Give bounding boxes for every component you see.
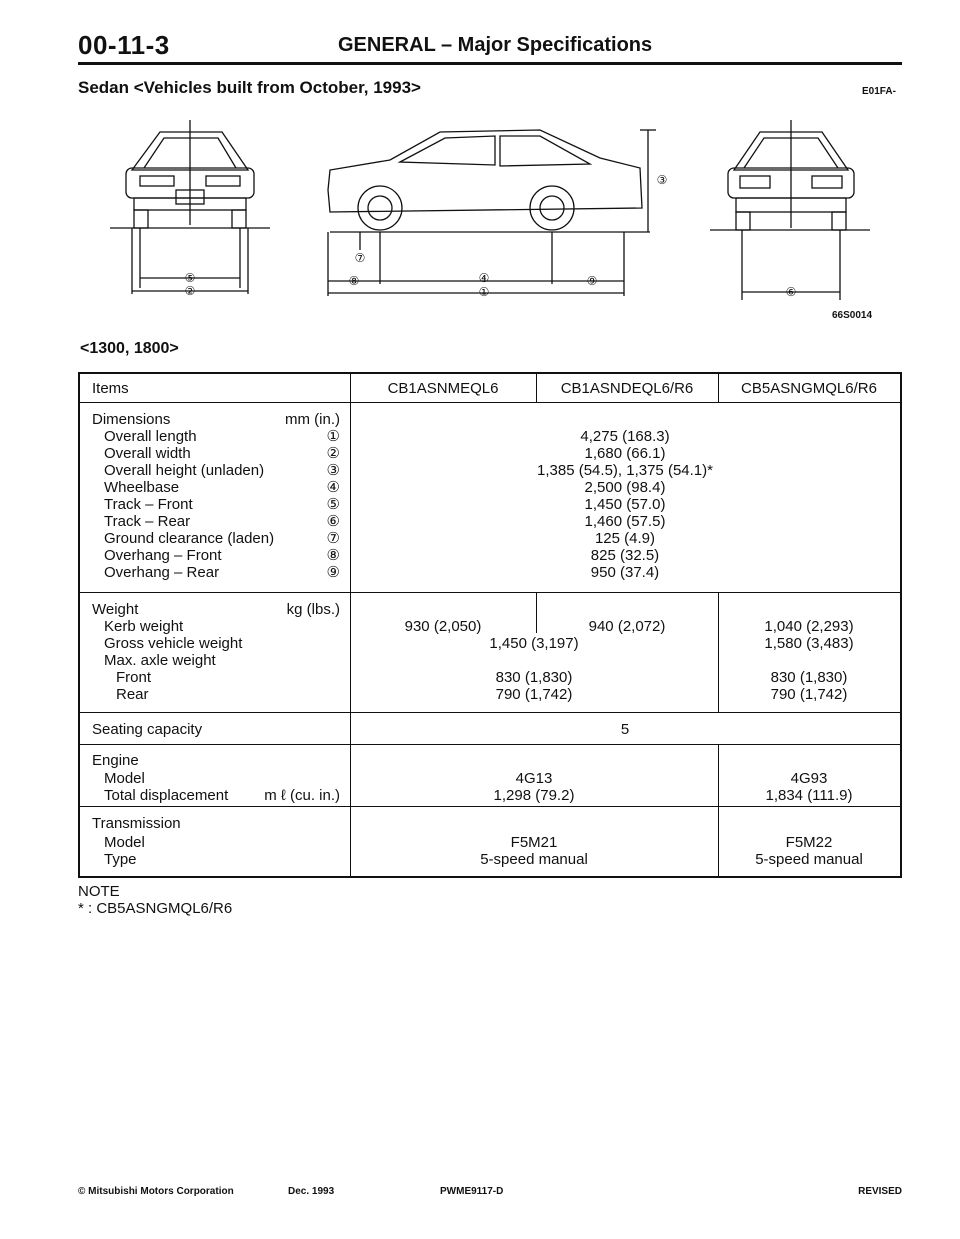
dim-value: 4,275 (168.3) (580, 428, 670, 445)
dim-label: Overhang – Rear (104, 564, 220, 581)
displacement-model-3: 1,834 (111.9) (765, 787, 853, 804)
dim-label: Overall length (104, 428, 197, 445)
rear-axle-model-3: 790 (1,742) (770, 686, 848, 703)
header-model-3: CB5ASNGMQL6/R6 (741, 380, 877, 397)
marker-5: ⑤ (184, 271, 196, 285)
transmission-model-label: Model (104, 834, 145, 851)
front-axle-model-3: 830 (1,830) (770, 669, 848, 686)
kerb-weight-label: Kerb weight (104, 618, 184, 635)
note-text: * : CB5ASNGMQL6/R6 (78, 900, 233, 917)
marker-8: ⑧ (348, 274, 360, 288)
displacement-model-1-2: 1,298 (79.2) (493, 787, 575, 804)
figure-code: 66S0014 (832, 310, 873, 321)
gross-weight-label: Gross vehicle weight (104, 635, 243, 652)
dim-label: Wheelbase (104, 479, 180, 496)
front-axle-model-1-2: 830 (1,830) (495, 669, 573, 686)
marker-4: ④ (478, 271, 490, 285)
dim-value: 1,460 (57.5) (584, 513, 666, 530)
gross-weight-model-3: 1,580 (3,483) (764, 635, 854, 652)
seating-section (80, 712, 900, 745)
dim-value: 950 (37.4) (590, 564, 660, 581)
marker-2: ② (184, 284, 196, 298)
dimensions-label: Dimensions (92, 411, 171, 428)
displacement-label: Total displacement (104, 787, 229, 804)
header-model-1: CB1ASNMEQL6 (387, 380, 499, 397)
marker-9: ⑨ (586, 274, 598, 288)
transmission-label: Transmission (92, 815, 181, 832)
note-title: NOTE (78, 883, 120, 900)
dimensions-unit: mm (in.) (285, 411, 340, 428)
dim-value: 125 (4.9) (594, 530, 656, 547)
dim-value: 825 (32.5) (590, 547, 660, 564)
marker-6: ⑥ (785, 285, 797, 299)
weight-section (80, 592, 900, 713)
engine-model-model-1-2: 4G13 (515, 770, 553, 787)
footer-date: Dec. 1993 (288, 1186, 335, 1197)
axle-weight-label: Max. axle weight (104, 652, 216, 669)
specifications-table (78, 372, 902, 878)
seating-value: 5 (620, 721, 630, 738)
engine-model-label: Model (104, 770, 145, 787)
dim-value: 1,680 (66.1) (584, 445, 666, 462)
weight-label: Weight (92, 601, 139, 618)
footer-doc-number: PWME9117-D (440, 1186, 504, 1197)
displacement-unit: m ℓ (cu. in.) (264, 787, 340, 804)
header-items: Items (92, 380, 129, 397)
dim-label: Overall width (104, 445, 191, 462)
dim-marker: ① (326, 428, 340, 445)
dim-marker: ⑧ (326, 547, 340, 564)
marker-3: ③ (656, 173, 668, 187)
page-code: 00-11-3 (78, 30, 170, 60)
kerb-weight-model-3: 1,040 (2,293) (764, 618, 854, 635)
front-axle-label: Front (116, 669, 152, 686)
transmission-model-model-1-2: F5M21 (510, 834, 558, 851)
section-subtitle: Sedan <Vehicles built from October, 1993> (78, 78, 421, 97)
dim-value: 2,500 (98.4) (584, 479, 666, 496)
rear-axle-label: Rear (116, 686, 149, 703)
page-title: GENERAL – Major Specifications (338, 34, 653, 56)
dim-value: 1,450 (57.0) (584, 496, 666, 513)
reference-code: E01FA- (862, 86, 896, 97)
transmission-type-label: Type (104, 851, 137, 868)
side-view-drawing (328, 130, 656, 296)
dim-marker: ⑦ (326, 530, 340, 547)
transmission-type-model-3: 5-speed manual (755, 851, 863, 868)
seating-label: Seating capacity (92, 721, 203, 738)
dim-label: Ground clearance (laden) (104, 530, 275, 547)
dim-label: Overhang – Front (104, 547, 222, 564)
table-header-row (80, 374, 900, 402)
note-block (78, 883, 232, 917)
marker-7: ⑦ (354, 251, 366, 265)
kerb-weight-model-1: 930 (2,050) (404, 618, 482, 635)
dim-marker: ⑥ (326, 513, 340, 530)
dimensions-section (80, 402, 900, 593)
dim-label: Track – Rear (104, 513, 191, 530)
marker-1: ① (478, 285, 490, 299)
transmission-model-model-3: F5M22 (785, 834, 833, 851)
variant-heading: <1300, 1800> (80, 340, 179, 357)
front-view-drawing (110, 120, 270, 294)
dim-label: Track – Front (104, 496, 193, 513)
dim-marker: ⑤ (326, 496, 340, 513)
kerb-weight-model-2: 940 (2,072) (588, 618, 666, 635)
vehicle-dimension-figure (0, 0, 960, 340)
dim-marker: ④ (326, 479, 340, 496)
dim-value: 1,385 (54.5), 1,375 (54.1)* (537, 462, 713, 479)
dim-marker: ③ (326, 462, 340, 479)
engine-section (80, 744, 900, 807)
rear-view-drawing (710, 120, 870, 300)
footer-copyright: © Mitsubishi Motors Corporation (78, 1186, 234, 1197)
dim-marker: ⑨ (326, 564, 340, 581)
transmission-section (80, 806, 900, 877)
transmission-type-model-1-2: 5-speed manual (480, 851, 588, 868)
rear-axle-model-1-2: 790 (1,742) (495, 686, 573, 703)
weight-unit: kg (lbs.) (286, 601, 340, 618)
footer-status: REVISED (858, 1186, 902, 1197)
gross-weight-model-1-2: 1,450 (3,197) (489, 635, 579, 652)
engine-model-model-3: 4G93 (790, 770, 828, 787)
dim-label: Overall height (unladen) (104, 462, 265, 479)
engine-label: Engine (92, 752, 139, 769)
dim-marker: ② (326, 445, 340, 462)
header-model-2: CB1ASNDEQL6/R6 (560, 380, 694, 397)
